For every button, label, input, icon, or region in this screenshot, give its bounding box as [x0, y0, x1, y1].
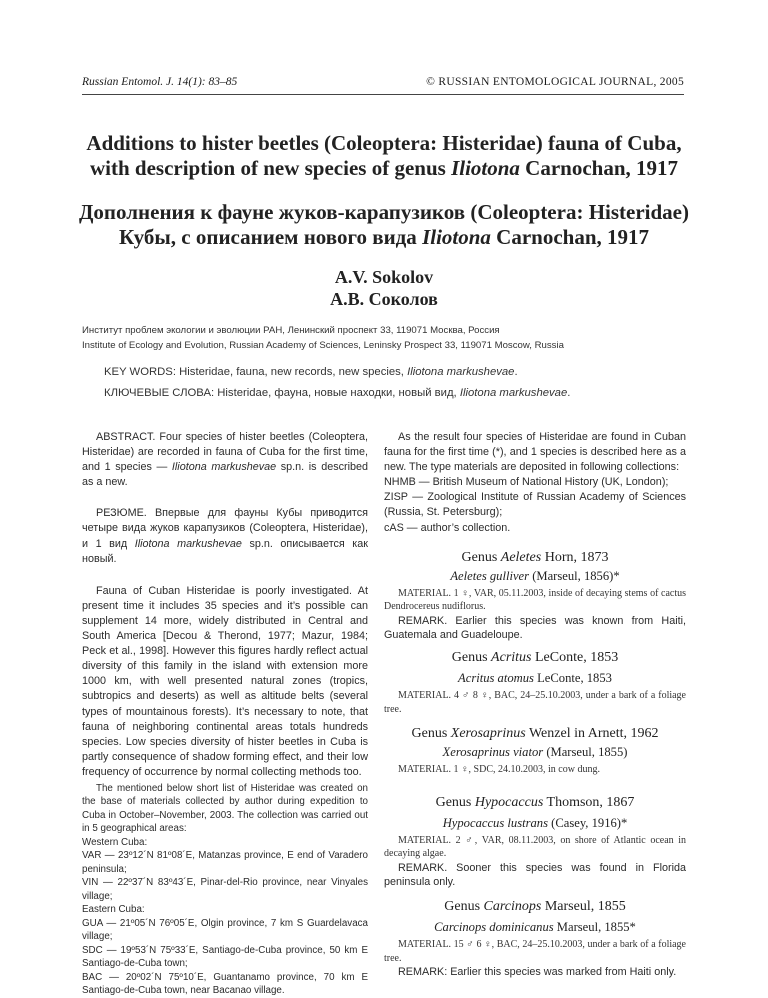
locality-item: VIN — 22º37´N 83º43´E, Pinar-del-Rio province, near Vinyales village; — [82, 877, 368, 902]
species-heading — [384, 569, 686, 584]
collection-item: NHMB — British Museum of National History (UK, London); — [384, 476, 669, 489]
abstract-english — [82, 430, 368, 490]
species-name: Carcinops dominicanus — [434, 920, 554, 934]
species-name: Aeletes gulliver — [450, 568, 530, 583]
locality-item: GUA — 21º05´N 76º05´E, Olgin province, 7 km S Guardelavaca village; — [82, 917, 368, 943]
genus-label: Genus — [451, 649, 492, 665]
species-author: LeConte, 1853 — [533, 670, 612, 685]
remark: REMARK. Sooner this species was found in Florida peninsula only. — [384, 861, 686, 888]
genus-author: Thomson, 1867 — [543, 794, 635, 810]
abstract-russian-text: РЕЗЮМЕ. Впервые для фауны Кубы приводится четыре вида жуков карапузиков (Coleoptera, Histeridae), и 1 вид — [82, 507, 368, 550]
genus-author: LeConte, 1853 — [531, 649, 619, 665]
remark: REMARK: Earlier this species was marked from Haiti only. — [398, 966, 677, 979]
locality-item: BAC — 20º02´N 75º10´E, Guantanamo province, 70 km E Santiago-de-Cuba town, near Bacanao village. — [82, 971, 368, 997]
species-name: Acritus atomus — [458, 670, 534, 685]
genus-name: Carcinops — [483, 898, 542, 914]
intro-paragraph: Fauna of Cuban Histeridae is poorly investigated. At present time it includes 35 species and it’s possible can supplement 14 more, widely distributed in Central and South America [Decou & Therond, 1977; Mazur, 1984; Peck et al., 1998]. However this figures hardly reflect actual diversity of this family in the island with extension more 1000 km, with well presented natural zones (tropics, subtropics and deserts) as well as altitude belts (several types of mountainous forests). It’s necessary to note, that fauna of neighboring continental areas totals hundreds species. Low species diversity of hister beetles in Cuba is partly consequence of shadow forming effect, and their low frequency of occurrence by normal collecting methods too. — [82, 584, 368, 778]
title-english-line1: Additions to hister beetles (Coleoptera: Histeridae) fauna of Cuba, — [86, 131, 682, 155]
abstract-russian-tail: sp.n. описывается как новый. — [82, 537, 369, 565]
keywords — [104, 362, 704, 404]
abstract-english-text: ABSTRACT. Four species of hister beetles (Coleoptera, Histeridae) are recorded in fauna of Cuba for the first time, and 1 species — — [82, 431, 368, 474]
species-heading — [384, 745, 686, 760]
title-english — [60, 131, 708, 181]
genus-heading — [384, 795, 686, 810]
keywords-russian-species: Iliotona markushevae — [459, 387, 568, 399]
genus-author: Marseul, 1855 — [541, 898, 626, 914]
genus-name: Acritus — [491, 649, 532, 665]
species-heading — [384, 671, 686, 686]
genus-label: Genus — [435, 794, 475, 810]
title-russian-line2-text: Кубы, с описанием нового вида — [118, 225, 423, 249]
material-record: MATERIAL. 2 ♂, VAR, 08.11.2003, on shore of Atlantic ocean in decaying algae. — [384, 834, 686, 860]
genus-label: Genus — [461, 549, 501, 565]
genus-name: Aeletes — [500, 549, 542, 565]
title-russian-line1: Дополнения к фауне жуков-карапузиков (Coleoptera: Histeridae) — [78, 200, 689, 224]
keywords-english-label: KEY WORDS: — [104, 366, 176, 378]
genus-name: Xerosaprinus — [450, 726, 526, 742]
material-record: MATERIAL. 4 ♂ 8 ♀, BAC, 24–25.10.2003, under a bark of a foliage tree. — [384, 690, 686, 715]
title-russian-line2-author: Carnochan, 1917 — [490, 225, 650, 249]
material-record: MATERIAL. 1 ♀, VAR, 05.11.2003, inside of decaying stems of cactus Dendrocereus nudiflorus. — [384, 587, 686, 613]
genus-heading — [384, 899, 686, 914]
abstract-english-species: Iliotona markushevae — [171, 461, 277, 474]
keywords-english-text: Histeridae, fauna, new records, new species, — [175, 366, 408, 378]
title-english-line2 — [60, 156, 708, 181]
affiliation-english: Institute of Ecology and Evolution, Russian Academy of Sciences, Leninsky Prospect 33, 119071 Moscow, Russia — [82, 340, 564, 351]
journal-reference: Russian Entomol. J. 14(1): 83–85 — [82, 76, 238, 88]
genus-heading — [384, 726, 686, 741]
locality-list — [82, 836, 368, 998]
species-name: Hypocaccus lustrans — [442, 815, 548, 830]
remark: REMARK. Earlier this species was known from Haiti, Guatemala and Guadeloupe. — [384, 614, 686, 641]
collection-paragraph: The mentioned below short list of Histeridae was created on the base of materials collected by author during expedition to Cuba in October–November, 2003. The collection was carried out in 5 geographical areas: — [82, 782, 368, 835]
species-author: Marseul, 1855* — [553, 920, 636, 934]
locality-item: Western Cuba: — [82, 836, 148, 848]
genus-label: Genus — [444, 898, 484, 914]
copyright-notice: © RUSSIAN ENTOMOLOGICAL JOURNAL, 2005 — [426, 76, 684, 88]
keywords-russian: КЛЮЧЕВЫЕ СЛОВА: Histeridae, фауна, новые находки, новый вид, Iliotona markushevae. — [104, 387, 571, 399]
abstract-russian-species: Iliotona markushevae — [134, 537, 242, 550]
genus-author: Wenzel in Arnett, 1962 — [525, 726, 659, 742]
author-russian: А.В. Соколов — [330, 289, 438, 309]
title-english-line2-author: Carnochan, 1917 — [519, 156, 679, 180]
affiliation — [82, 323, 702, 353]
affiliation-russian: Институт проблем экологии и эволюции РАН, Ленинский проспект 33, 119071 Москва, Россия — [82, 325, 500, 336]
genus-name: Hypocaccus — [474, 794, 544, 810]
title-russian-line2 — [60, 225, 708, 250]
abstract-russian — [82, 506, 368, 566]
results-paragraph: As the result four species of Histeridae are found in Cuban fauna for the first time (*), and 1 species is described here as a new. The type materials are deposited in following collections: — [384, 431, 686, 474]
collection-item: cAS — author’s collection. — [384, 521, 511, 534]
title-russian-genus: Iliotona — [422, 225, 491, 249]
material-record: MATERIAL. 1 ♀, SDC, 24.10.2003, in cow dung. — [398, 764, 600, 776]
abstract-english-tail: sp.n. is described as a new. — [82, 461, 369, 489]
species-author: (Marseul, 1855) — [543, 745, 628, 760]
species-name: Xerosaprinus viator — [442, 745, 544, 760]
author-english: A.V. Sokolov — [334, 267, 434, 287]
species-author: (Marseul, 1856)* — [529, 568, 620, 583]
genus-heading — [384, 650, 686, 665]
genus-author: Horn, 1873 — [541, 549, 609, 565]
genus-label: Genus — [411, 726, 451, 742]
material-record: MATERIAL. 15 ♂ 6 ♀, BAC, 24–25.10.2003, under a bark of a foliage tree. — [384, 939, 686, 964]
left-column — [82, 430, 368, 998]
species-heading — [384, 920, 686, 935]
keywords-russian-text: Histeridae, фауна, новые находки, новый вид, — [214, 387, 460, 399]
keywords-english-species: Iliotona markushevae — [407, 366, 515, 378]
locality-item: VAR — 23º12´N 81º08´E, Matanzas province, E end of Varadero peninsula; — [82, 850, 368, 875]
locality-item: Eastern Cuba: — [82, 904, 145, 916]
right-column — [384, 430, 686, 979]
title-english-line2-text: with description of new species of genus — [89, 156, 452, 180]
collection-item: ZISP — Zoological Institute of Russian Academy of Sciences (Russia, St. Petersburg); — [384, 491, 686, 519]
keywords-russian-label: КЛЮЧЕВЫЕ СЛОВА: — [104, 387, 215, 399]
title-english-genus: Iliotona — [451, 156, 520, 180]
title-russian — [60, 200, 708, 250]
species-author: (Casey, 1916)* — [548, 815, 628, 830]
genus-heading — [384, 550, 686, 565]
locality-item: SDC — 19º53´N 75º33´E, Santiago-de-Cuba province, 50 km E Santiago-de-Cuba town; — [82, 944, 368, 970]
header-rule — [82, 94, 684, 95]
keywords-english: KEY WORDS: Histeridae, fauna, new records, new species, Iliotona markushevae. — [104, 366, 518, 378]
species-heading — [384, 816, 686, 831]
